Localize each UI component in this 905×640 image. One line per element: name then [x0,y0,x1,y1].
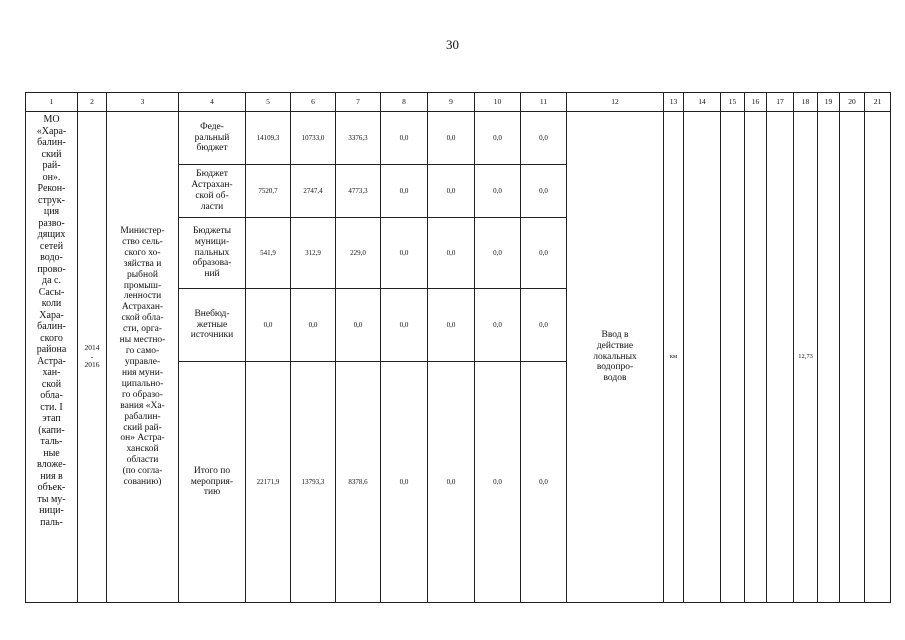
empty-cell [767,112,794,603]
header-cell: 21 [865,93,891,112]
program-table [25,92,891,603]
value-cell: 0,0 [475,112,521,165]
header-cell: 18 [794,93,818,112]
value-cell: 0,0 [521,289,567,362]
header-cell: 19 [818,93,840,112]
table-row [26,112,891,165]
header-cell: 15 [721,93,745,112]
value-cell: 10733,0 [291,112,336,165]
value-cell: 0,0 [428,112,475,165]
value-cell: 0,0 [336,289,381,362]
measure-name-cell: МО «Хара- балин- ский рай- он». Рекон- струк- ция разво- дящих сетей водо- прово- да с. Сасы- коли Хара- балин- ского района Астра- хан- ской обла- сти. I этап (капи- таль- ные вложе- ния в объек- ты му- ници- паль- [26,112,78,603]
value-cell: 0,0 [381,289,428,362]
value-cell: 0,0 [381,112,428,165]
indicator-cell: Ввод в действие локальных водопро- водов [567,112,664,603]
value-cell: 2747,4 [291,165,336,218]
value-cell: 541,9 [246,218,291,289]
empty-cell [745,112,767,603]
value-cell: 0,0 [475,165,521,218]
value-cell: 0,0 [428,218,475,289]
empty-cell [818,112,840,603]
value-cell: 0,0 [246,289,291,362]
value-cell: 229,0 [336,218,381,289]
value-cell: 0,0 [521,112,567,165]
header-cell: 8 [381,93,428,112]
value-cell: 0,0 [521,165,567,218]
header-cell: 3 [107,93,179,112]
header-cell: 4 [179,93,246,112]
value-cell: 3376,3 [336,112,381,165]
value-cell: 13793,3 [291,362,336,603]
header-cell: 10 [475,93,521,112]
value-cell: 0,0 [475,362,521,603]
value-cell: 0,0 [381,218,428,289]
header-cell: 13 [664,93,684,112]
page-number: 30 [446,37,459,52]
unit-cell: км [664,112,684,603]
header-cell: 20 [840,93,865,112]
value-cell: 0,0 [381,362,428,603]
period-cell: 2014 - 2016 [78,112,107,603]
header-cell: 2 [78,93,107,112]
value-cell: 0,0 [428,289,475,362]
header-cell: 6 [291,93,336,112]
value-cell: 0,0 [381,165,428,218]
empty-cell [684,112,721,603]
value-cell: 0,0 [291,289,336,362]
header-cell: 9 [428,93,475,112]
header-row [26,93,891,112]
value-cell: 8378,6 [336,362,381,603]
value-cell: 4773,3 [336,165,381,218]
header-cell: 5 [246,93,291,112]
value-cell: 0,0 [428,362,475,603]
value-cell: 22171,9 [246,362,291,603]
value-cell: 0,0 [475,218,521,289]
value-cell: 14109,3 [246,112,291,165]
value-cell: 312,9 [291,218,336,289]
value-cell: 0,0 [521,362,567,603]
header-cell: 17 [767,93,794,112]
funding-source-cell: Бюджеты муници- пальных образова- ний [179,218,246,289]
funding-source-cell: Бюджет Астрахан- ской об- ласти [179,165,246,218]
header-cell: 12 [567,93,664,112]
header-cell: 16 [745,93,767,112]
value-cell: 0,0 [521,218,567,289]
value-cell: 0,0 [428,165,475,218]
header-cell: 1 [26,93,78,112]
funding-source-cell: Внебюд- жетные источники [179,289,246,362]
funding-source-cell: Феде- ральный бюджет [179,112,246,165]
empty-cell [865,112,891,603]
target-value-cell: 12,73 [794,112,818,603]
header-cell: 14 [684,93,721,112]
value-cell: 0,0 [475,289,521,362]
value-cell: 7520,7 [246,165,291,218]
header-cell: 7 [336,93,381,112]
funding-source-cell: Итого по мероприя- тию [179,362,246,603]
executor-cell: Министер- ство сель- ского хо- зяйства и рыбной промыш- ленности Астрахан- ской обла- сти, орга- ны местно- го само- управле- ния муни- ципально- го образо- вания «Ха- рабалин- ский рай- он» Астра- ханской области (по согла- сованию) [107,112,179,603]
empty-cell [840,112,865,603]
empty-cell [721,112,745,603]
header-cell: 11 [521,93,567,112]
